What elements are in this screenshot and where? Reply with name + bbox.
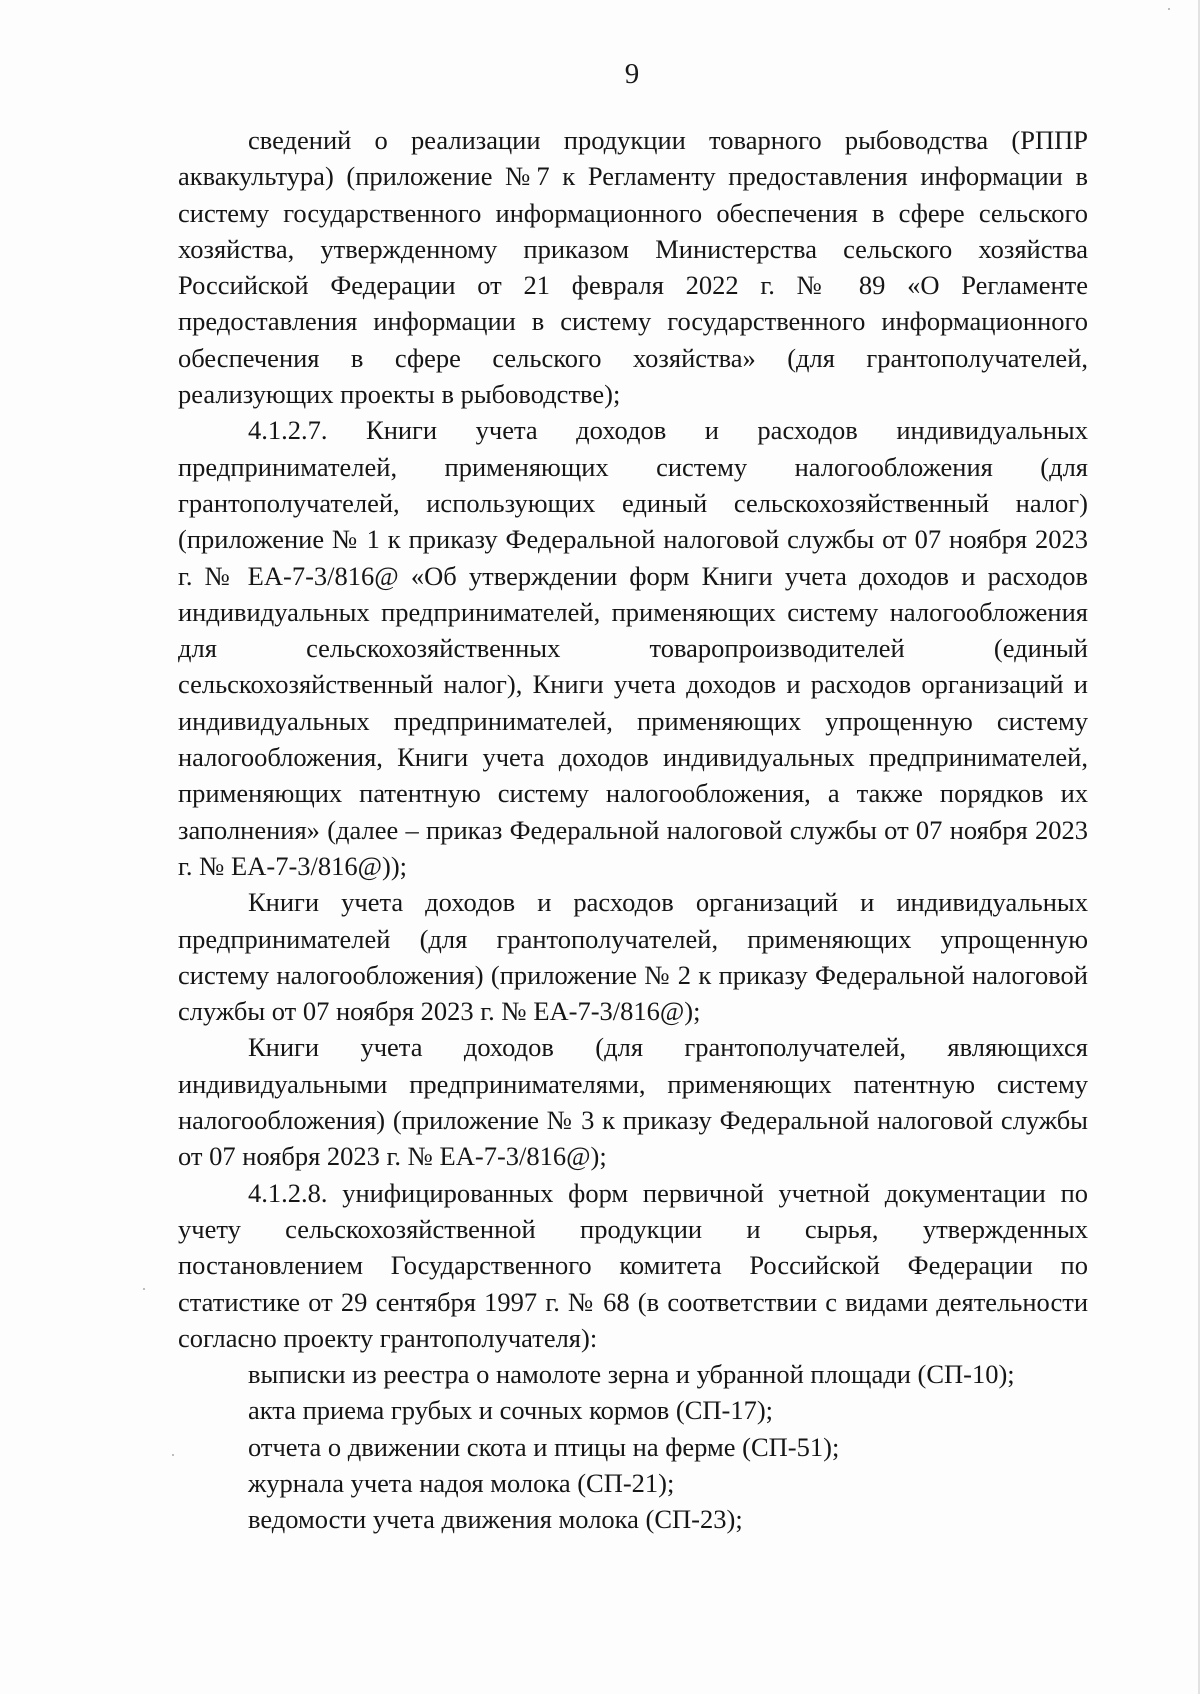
list-item: ведомости учета движения молока (СП-23); xyxy=(248,1504,743,1535)
list-item: журнала учета надоя молока (СП-21); xyxy=(248,1467,675,1498)
paragraph-continuation: сведений о реализации продукции товарного рыбоводства (РППР аквакультура) (приложение №7 к Регламенту предоставления информации в систему государственного информационного обеспечения в сфере сельского хозяйства, утвержденному приказом Министерства сельского хозяйства Российской Федерации от 21 февраля 2022 г. № 89 «О Регламенте предоставления информации в систему государственного информационного обеспечения в сфере сельского хозяйства» (для грантополучателей, реализующих проекты в рыбоводстве); xyxy=(178,125,1088,410)
paragraph-4-1-2-7: 4.1.2.7. Книги учета доходов и расходов индивидуальных предпринимателей, применяющих систему налогообложения (для грантополучателей, использующих единый сельскохозяйственный налог) (приложение № 1 к приказу Федеральной налоговой службы от 07 ноября 2023 г. № ЕА-7-3/816@ «Об утверждении форм Книги учета доходов и расходов индивидуальных предпринимателей, применяющих систему налогообложения для сельскохозяйственных товаропроизводителей (единый сельскохозяйственный налог), Книги учета доходов и расходов организаций и индивидуальных предпринимателей, применяющих упрощенную систему налогообложения, Книги учета доходов индивидуальных предпринимателей, применяющих патентную систему налогообложения, а также порядков их заполнения» (далее – приказ Федеральной налоговой службы от 07 ноября 2023 г. № ЕА-7-3/816@)); xyxy=(178,415,1088,881)
document-body xyxy=(178,122,1088,1538)
paragraph-usn-books: Книги учета доходов и расходов организаций и индивидуальных предпринимателей (для грантополучателей, применяющих упрощенную систему налогообложения) (приложение № 2 к приказу Федеральной налоговой службы от 07 ноября 2023 г. № ЕА-7-3/816@); xyxy=(178,887,1088,1027)
scan-mark xyxy=(143,1288,145,1290)
sp-forms-list xyxy=(178,1356,1088,1537)
paragraph-patent-books: Книги учета доходов (для грантополучателей, являющихся индивидуальными предпринимателями, применяющих патентную систему налогообложения) (приложение № 3 к приказу Федеральной налоговой службы от 07 ноября 2023 г. № ЕА-7-3/816@); xyxy=(178,1032,1088,1172)
paragraph-4-1-2-8: 4.1.2.8. унифицированных форм первичной учетной документации по учету сельскохозяйственной продукции и сырья, утвержденных постановлением Государственного комитета Российской Федерации по статистике от 29 сентября 1997 г. № 68 (в соответствии с видами деятельности согласно проекту грантополучателя): xyxy=(178,1177,1088,1353)
page-number: 9 xyxy=(624,58,640,90)
scan-mark xyxy=(172,1454,174,1456)
list-item: выписки из реестра о намолоте зерна и убранной площади (СП-10); xyxy=(248,1359,1015,1390)
scan-mark xyxy=(1168,8,1170,10)
list-item: отчета о движении скота и птицы на ферме (СП-51); xyxy=(248,1431,840,1462)
list-item: акта приема грубых и сочных кормов (СП-17); xyxy=(248,1395,774,1426)
